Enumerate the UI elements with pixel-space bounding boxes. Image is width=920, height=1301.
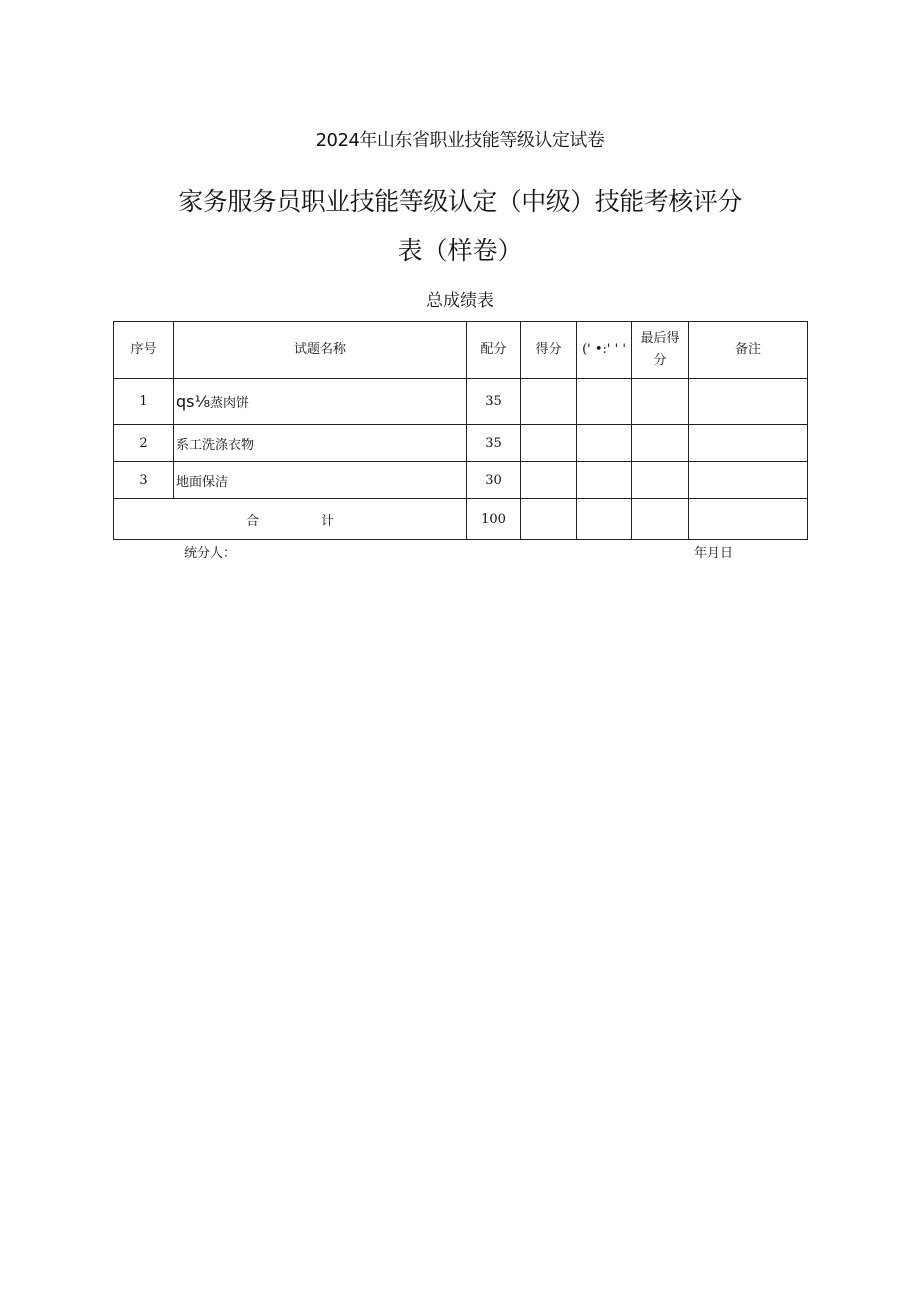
score-table — [113, 321, 808, 540]
row-item-name-prefix: qs⅛ — [176, 392, 210, 411]
total-final-score-cell — [632, 499, 689, 540]
row-remarks-cell — [689, 462, 808, 499]
col-header-garbled: (' •:' ' ' — [577, 322, 632, 379]
row-score-cell — [521, 462, 577, 499]
row-remarks-cell — [689, 425, 808, 462]
total-points: 100 — [467, 499, 521, 540]
total-remarks-cell — [689, 499, 808, 540]
row-points: 35 — [467, 379, 521, 425]
row-index: 3 — [114, 462, 174, 499]
row-final-score-cell — [632, 425, 689, 462]
row-item-name-text: 蒸肉饼 — [210, 396, 250, 411]
row-item-name: 系工洗涤衣物 — [174, 425, 467, 462]
col-header-score: 得分 — [521, 322, 577, 379]
table-total-row — [114, 499, 808, 540]
main-title-line1: 家务服务员职业技能等级认定（中级）技能考核评分 — [178, 187, 742, 216]
col-header-final-score: 最后得分 — [632, 322, 689, 379]
date-label: 年月日 — [694, 546, 734, 561]
row-index: 2 — [114, 425, 174, 462]
table-header-row — [114, 322, 808, 379]
table-row — [114, 379, 808, 425]
table-subtitle: 总成绩表 — [426, 291, 494, 311]
scorer-label: 统分人： — [184, 546, 237, 561]
row-final-score-cell — [632, 379, 689, 425]
row-extra-cell — [577, 462, 632, 499]
row-score-cell — [521, 425, 577, 462]
row-final-score-cell — [632, 462, 689, 499]
table-row — [114, 425, 808, 462]
total-label-left: 合 — [245, 513, 259, 529]
row-points: 30 — [467, 462, 521, 499]
row-points: 35 — [467, 425, 521, 462]
total-label-right: 计 — [321, 513, 335, 529]
row-score-cell — [521, 379, 577, 425]
row-remarks-cell — [689, 379, 808, 425]
row-item-name — [174, 379, 467, 425]
row-extra-cell — [577, 425, 632, 462]
col-header-remarks: 备注 — [689, 322, 808, 379]
row-index: 1 — [114, 379, 174, 425]
row-extra-cell — [577, 379, 632, 425]
exam-title: 2024年山东省职业技能等级认定试卷 — [315, 130, 605, 151]
total-extra-cell — [577, 499, 632, 540]
col-header-points: 配分 — [467, 322, 521, 379]
table-row — [114, 462, 808, 499]
col-header-index: 序号 — [114, 322, 174, 379]
row-item-name: 地面保洁 — [174, 462, 467, 499]
col-header-name: 试题名称 — [174, 322, 467, 379]
total-label — [114, 499, 467, 540]
total-score-cell — [521, 499, 577, 540]
main-title-line2: 表（样卷） — [397, 236, 523, 265]
